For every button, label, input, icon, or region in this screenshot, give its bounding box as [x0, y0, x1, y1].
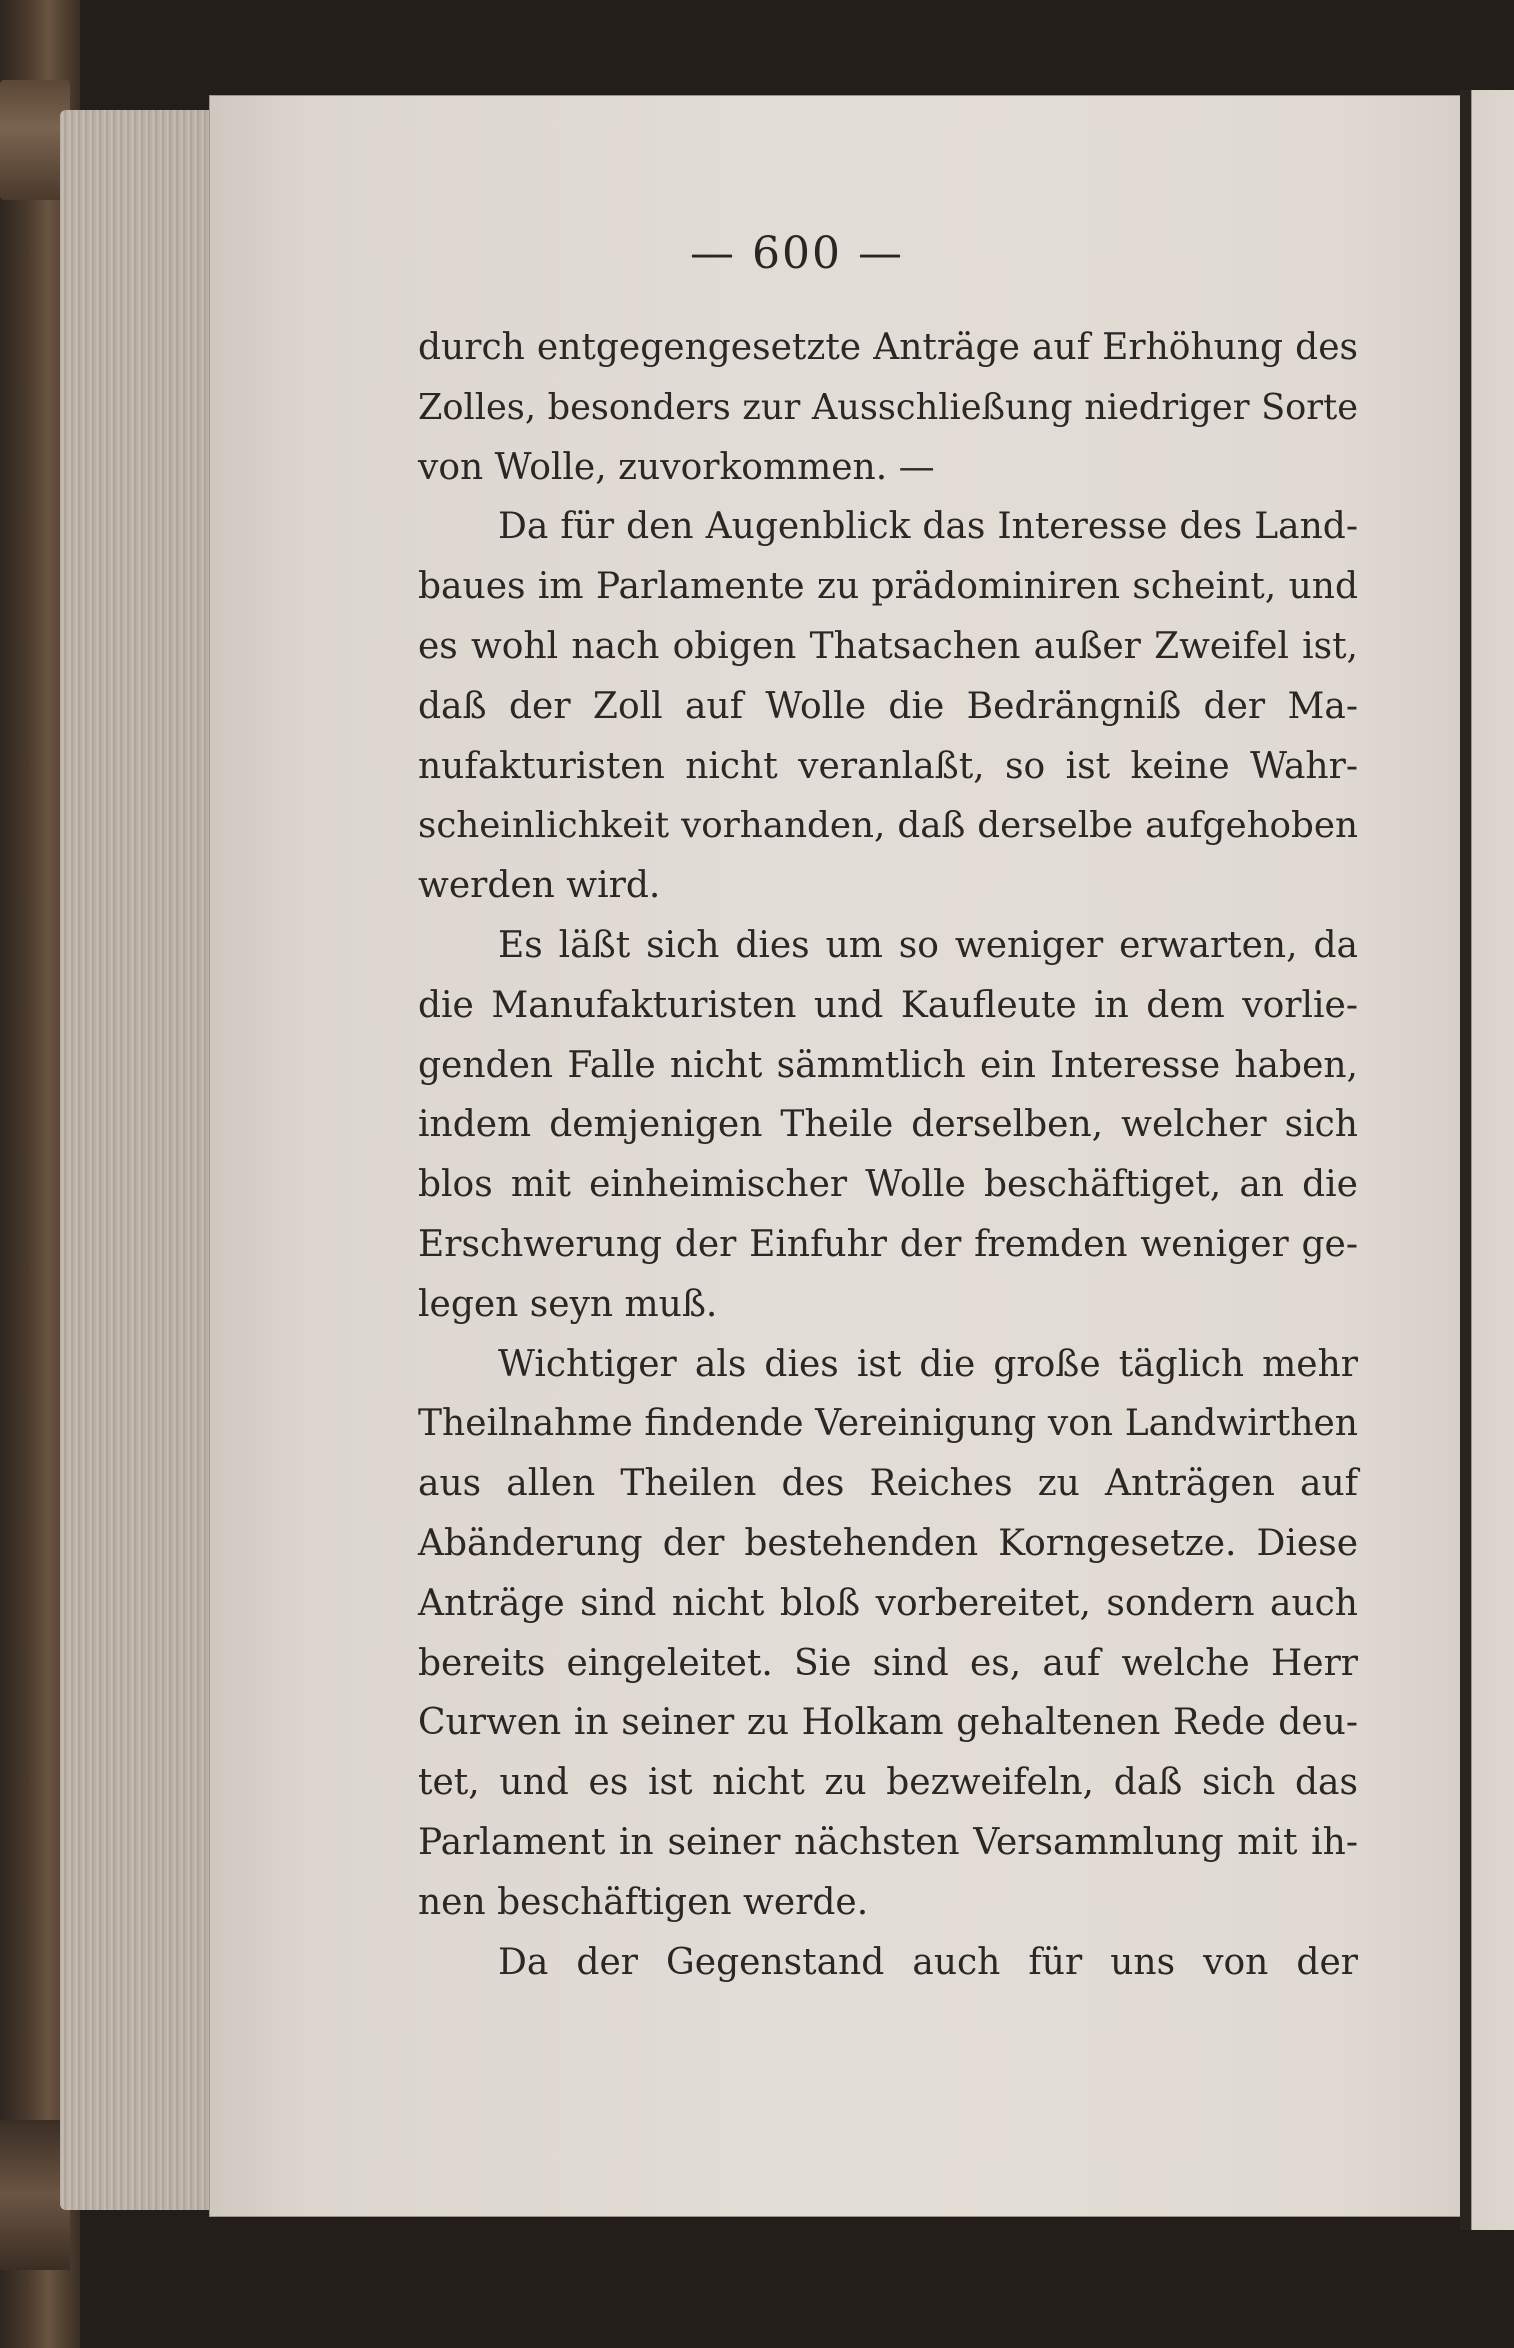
text-line: bereits eingeleitet. Sie sind es, auf welche Herr [418, 1642, 1358, 1684]
text-line: Erschwerung der Einfuhr der fremden weniger ge- [418, 1223, 1358, 1265]
text-line: scheinlichkeit vorhanden, daß derselbe aufgehoben [418, 805, 1358, 847]
page-number: — 600 — [690, 228, 904, 279]
text-line: indem demjenigen Theile derselben, welcher sich [418, 1104, 1358, 1146]
text-line: Anträge sind nicht bloß vorbereitet, sondern auch [418, 1582, 1358, 1624]
text-line: legen seyn muß. [418, 1283, 718, 1325]
paragraph [418, 318, 1358, 497]
text-line: es wohl nach obigen Thatsachen außer Zweifel ist, [418, 625, 1358, 667]
facing-page-edge [1460, 90, 1514, 2230]
text-line: nen beschäftigen werde. [418, 1881, 869, 1923]
paragraph [418, 1933, 1358, 1993]
text-line: Da für den Augenblick das Interesse des Land- [498, 506, 1358, 548]
text-line: nufakturisten nicht veranlaßt, so ist keine Wahr- [418, 745, 1358, 787]
text-line: von Wolle, zuvorkommen. — [418, 446, 935, 488]
text-line: aus allen Theilen des Reiches zu Anträgen auf [418, 1463, 1358, 1505]
text-line: daß der Zoll auf Wolle die Bedrängniß der Ma- [418, 685, 1358, 727]
text-line: Parlament in seiner nächsten Versammlung mit ih- [418, 1821, 1358, 1863]
paragraph [418, 916, 1358, 1335]
text-line: Abänderung der bestehenden Korngesetze. Diese [418, 1522, 1358, 1564]
text-line: tet, und es ist nicht zu bezweifeln, daß sich das [418, 1762, 1358, 1804]
text-line: werden wird. [418, 865, 661, 907]
paragraph [418, 497, 1358, 916]
text-line: Es läßt sich dies um so weniger erwarten, da [498, 924, 1358, 966]
paragraph [418, 1335, 1358, 1933]
text-line: Zolles, besonders zur Ausschließung niedriger Sorte [418, 386, 1358, 428]
text-line: die Manufakturisten und Kaufleute in dem vorlie- [418, 984, 1358, 1026]
text-line: genden Falle nicht sämmtlich ein Interesse haben, [418, 1044, 1358, 1086]
page-text [418, 318, 1358, 1992]
text-line: Curwen in seiner zu Holkam gehaltenen Rede deu- [418, 1702, 1358, 1744]
text-line: Da der Gegenstand auch für uns von der [498, 1941, 1358, 1983]
text-line: baues im Parlamente zu prädominiren scheint, und [418, 566, 1358, 608]
text-line: Theilnahme findende Vereinigung von Landwirthen [418, 1403, 1358, 1445]
text-line: Wichtiger als dies ist die große täglich mehr [498, 1343, 1358, 1385]
text-line: blos mit einheimischer Wolle beschäftiget, an die [418, 1164, 1358, 1206]
text-line: durch entgegengesetzte Anträge auf Erhöhung des [418, 327, 1358, 368]
